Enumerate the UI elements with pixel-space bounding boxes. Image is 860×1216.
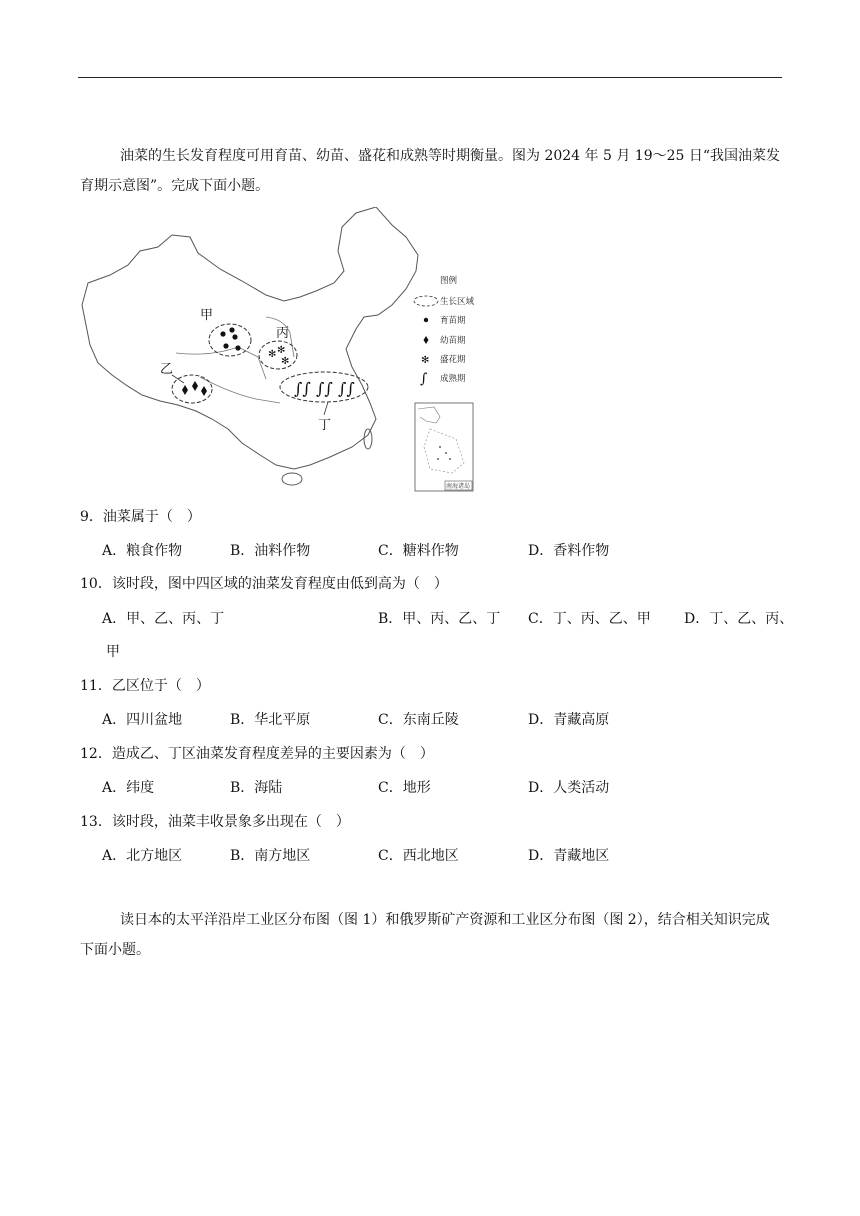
svg-text:✻: ✻ [281,356,290,367]
question-13: 13．该时段，油菜丰收景象多出现在（ ） [80,814,350,830]
question-11: 11．乙区位于（ ） [80,678,210,694]
hainan-island [282,473,302,485]
q10-option-d-continued: 甲 [106,644,120,660]
q9-option-a: A．粮食作物 [102,543,183,559]
region-label-yi: 乙 [160,362,174,377]
q10-option-c: C．丁、丙、乙、甲 [528,611,651,627]
q11-option-c: C．东南丘陵 [378,712,459,728]
svg-text:✻: ✻ [277,345,286,356]
q12-option-d: D．人类活动 [528,780,610,796]
q12-option-a: A．纬度 [102,780,155,796]
q10-option-b: B．甲、丙、乙、丁 [378,611,501,627]
svg-text:∫∫: ∫∫ [294,379,311,398]
intro-paragraph-1: 油菜的生长发育程度可用育苗、幼苗、盛花和成熟等时期衡量。图为 2024 年 5 月 19～25 日“我国油菜发育期示意图”。完成下面小题。 [80,148,781,194]
legend-title: 图例 [440,276,458,286]
question-9: 9．油菜属于（ ） [80,509,201,525]
region-label-bing: 丙 [276,326,290,341]
q9-option-c: C．糖料作物 [378,543,459,559]
question-12: 12．造成乙、丁区油菜发育程度差异的主要因素为（ ） [80,746,434,762]
q12-option-b: B．海陆 [230,780,283,796]
svg-text:∫∫: ∫∫ [338,379,355,398]
svg-text:✻: ✻ [268,349,277,360]
region-label-jia: 甲 [200,308,214,323]
legend-seedling-raising: 育苗期 [440,316,466,326]
legend-growth-area: 生长区域 [440,297,475,307]
q9-option-d: D．香料作物 [528,543,610,559]
q11-option-a: A．四川盆地 [102,712,183,728]
legend-mature: 成熟期 [440,374,466,384]
q11-option-b: B．华北平原 [230,712,311,728]
question-10: 10．该时段，图中四区域的油菜发育程度由低到高为（ ） [80,576,448,592]
svg-text:∫: ∫ [420,371,428,387]
legend-seedling: 幼苗期 [440,336,466,346]
china-outline [82,207,418,469]
q13-option-a: A．北方地区 [102,848,183,864]
legend-flowering: 盛花期 [440,355,466,365]
q10-option-a: A．甲、乙、丙、丁 [102,611,225,627]
taiwan-island [364,429,372,449]
q13-option-d: D．青藏地区 [528,848,610,864]
q13-option-b: B．南方地区 [230,848,311,864]
q12-option-c: C．地形 [378,780,431,796]
svg-text:∫∫: ∫∫ [316,379,333,398]
rapeseed-development-map [80,207,480,497]
q9-option-b: B．油料作物 [230,543,311,559]
svg-text:✻: ✻ [421,355,430,366]
inset-label: 南海诸岛 [446,483,471,490]
region-label-ding: 丁 [318,418,332,433]
q10-option-d: D．丁、乙、丙、 [684,611,794,627]
q13-option-c: C．西北地区 [378,848,459,864]
header-rule [78,77,782,78]
intro-paragraph-2: 读日本的太平洋沿岸工业区分布图（图 1）和俄罗斯矿产资源和工业区分布图（图 2），结合相关知识完成下面小题。 [80,912,770,958]
q11-option-d: D．青藏高原 [528,712,610,728]
